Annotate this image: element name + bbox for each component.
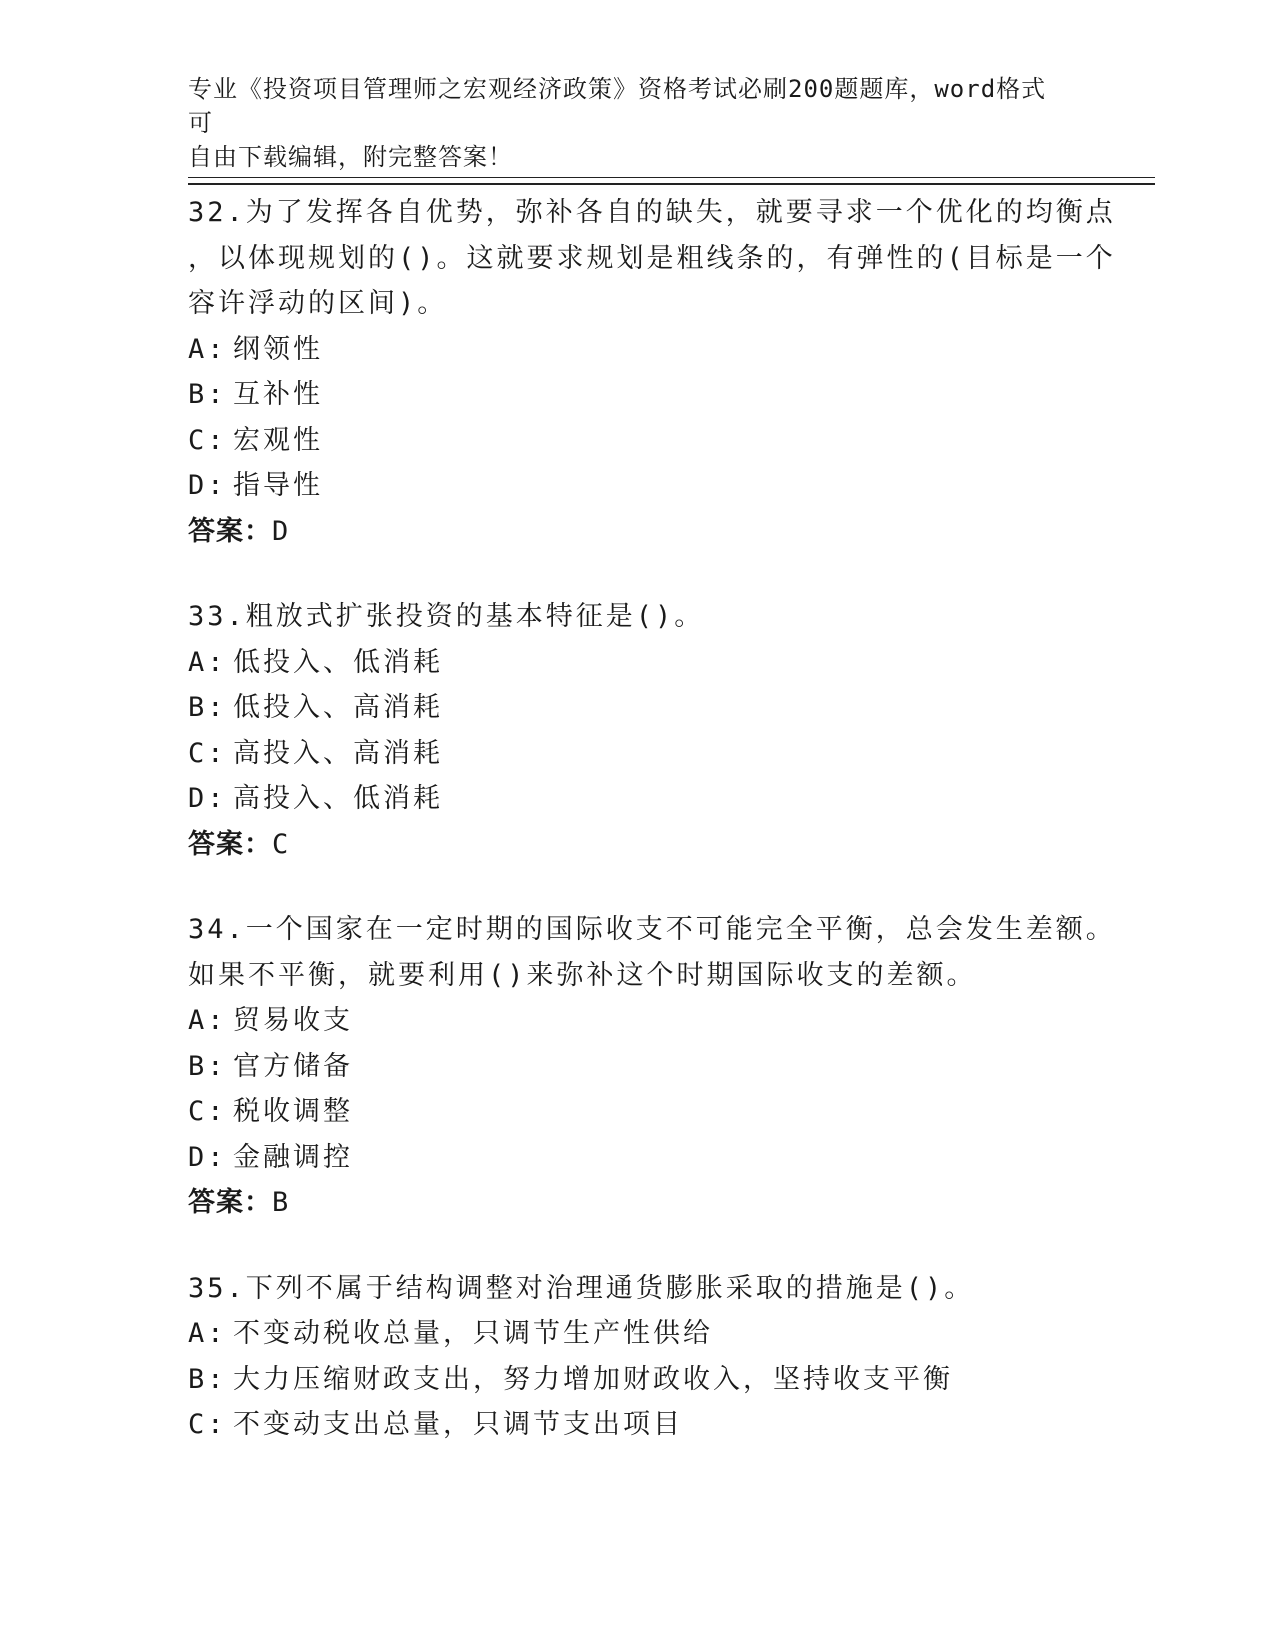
option-d [188,1135,1088,1181]
option-letter: C: [188,737,227,769]
header-line-1: 专业《投资项目管理师之宏观经济政策》资格考试必刷200题题库，word格式可 [188,75,1047,137]
option-letter: B: [188,1050,227,1082]
option-text: 高投入、高消耗 [233,737,443,769]
option-text: 高投入、低消耗 [233,783,443,814]
option-text: 低投入、高消耗 [233,692,443,723]
option-a [188,327,1088,373]
option-letter: A: [188,333,227,365]
option-c [188,418,1088,464]
option-c [188,1402,1088,1448]
option-text: 大力压缩财政支出，努力增加财政收入，坚持收支平衡 [233,1363,953,1395]
question-34 [188,907,1116,1226]
question-33 [188,594,1088,867]
option-letter: D: [188,1141,227,1173]
question-32 [188,190,1116,554]
option-letter: C: [188,1096,227,1127]
option-text: 税收调整 [233,1096,353,1127]
option-b [188,372,1088,418]
answer-value: D [272,515,290,547]
option-b [188,1044,1088,1090]
answer-label: 答案： [188,515,272,547]
option-letter: A: [188,646,227,678]
option-letter: D: [188,783,227,814]
option-text: 低投入、低消耗 [233,646,443,678]
header-divider-thick [188,183,1155,185]
question-text-line: 33.粗放式扩张投资的基本特征是()。 [188,601,705,632]
header-line-2: 自由下载编辑，附完整答案！ [188,143,513,171]
option-b [188,685,1088,731]
option-letter: C: [188,424,227,456]
option-letter: B: [188,692,227,723]
option-a [188,640,1088,686]
option-a [188,998,1088,1044]
question-text-line: 32.为了发挥各自优势，弥补各自的缺失，就要寻求一个优化的均衡点 [188,197,1116,228]
question-35 [188,1266,1088,1448]
option-letter: B: [188,1363,227,1395]
question-text-line: 容许浮动的区间)。 [188,288,448,319]
option-c [188,731,1088,777]
option-letter: A: [188,1005,227,1036]
option-text: 贸易收支 [233,1005,353,1036]
option-b [188,1357,1088,1403]
question-text-line: ，以体现规划的()。这就要求规划是粗线条的，有弹性的(目标是一个 [188,242,1116,274]
option-text: 指导性 [233,470,323,501]
option-text: 金融调控 [233,1141,353,1173]
option-d [188,776,1088,822]
header-divider-thin [188,177,1155,178]
question-list [188,190,1116,1488]
option-letter: C: [188,1409,227,1440]
option-letter: D: [188,470,227,501]
option-text: 宏观性 [233,424,323,456]
option-text: 纲领性 [233,333,323,365]
question-text-line: 34.一个国家在一定时期的国际收支不可能完全平衡，总会发生差额。 [188,914,1116,945]
answer-line [188,509,1088,555]
option-letter: A: [188,1318,227,1349]
document-header [188,72,1068,174]
answer-value: C [272,828,290,860]
option-a [188,1311,1088,1357]
option-text: 官方储备 [233,1050,353,1082]
answer-label: 答案： [188,828,272,860]
question-text-line: 如果不平衡，就要利用()来弥补这个时期国际收支的差额。 [188,959,977,991]
option-c [188,1089,1088,1135]
answer-line [188,822,1088,868]
option-text: 互补性 [233,379,323,410]
option-text: 不变动税收总量，只调节生产性供给 [233,1318,713,1349]
question-text-line: 35.下列不属于结构调整对治理通货膨胀采取的措施是()。 [188,1272,975,1304]
answer-value: B [272,1187,290,1218]
option-d [188,463,1088,509]
option-text: 不变动支出总量，只调节支出项目 [233,1409,683,1440]
answer-line [188,1180,1088,1226]
answer-label: 答案： [188,1187,272,1218]
option-letter: B: [188,379,227,410]
